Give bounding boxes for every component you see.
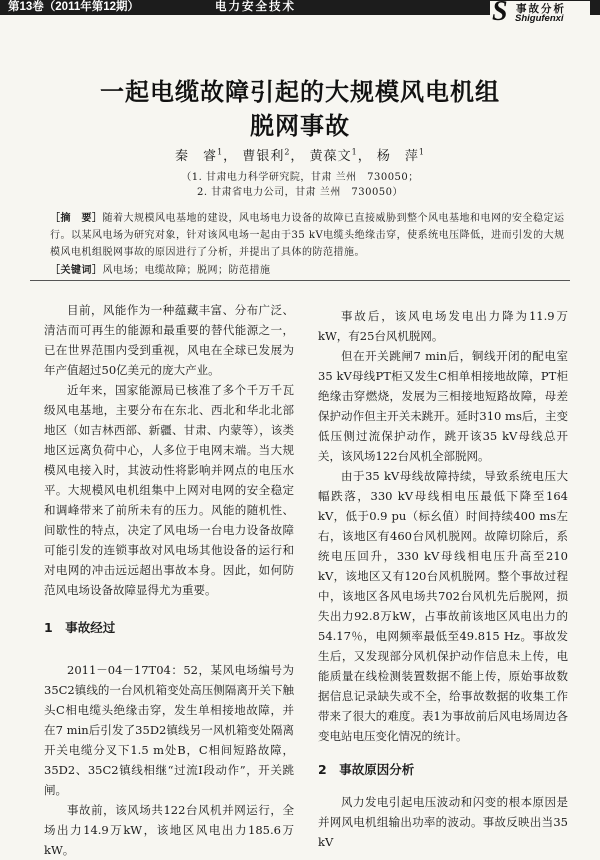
article-title-line-1: 一起电缆故障引起的大规模风电机组 — [100, 78, 500, 106]
section-heading-2: 2 事故原因分析 — [318, 762, 415, 777]
author-affiliation-mark: 1 — [351, 147, 358, 157]
body-paragraph: 事故前，该风场共122台风机并网运行，全场出力14.9万kW，该地区风电出力185.6万kW。 — [44, 803, 294, 857]
body-paragraph: 2011－04－17T04：52，某风电场编号为35C2镇线的一台风机箱变处高压侧隔离开关下触头C相电缆头绝缘击穿，发生单相接地故障，并在7 min后引发了35D2镇线另一风机箱变处隔离开关电缆分叉下1.5 m处B，C相间短路故障，35D2、35C2镇线相继“过流Ⅰ段动作”，开关跳闸。 — [44, 663, 294, 797]
volume-issue: 第13卷（2011年第12期） — [8, 1, 140, 13]
body-paragraph: 风力发电引起电压波动和闪变的根本原因是并网风电机组输出功率的波动。事故反映出当35 kV — [318, 795, 568, 849]
section-name-cn: 事故分析 — [516, 3, 566, 15]
left-column — [44, 300, 294, 860]
author-affiliation-mark: 1 — [418, 147, 425, 157]
abstract-text: 随着大规模风电基地的建设，风电场电力设备的故障已直接威胁到整个风电基地和电网的安全稳定运行。以某风电场为研究对象，针对该风电场一起由于35 kV电缆头绝缘击穿，使系统电压降低，进而引发的大规模风电机组脱网事故的原因进行了分析，并提出了具体的防范措施。 — [50, 213, 565, 258]
article-title-line-2: 脱网事故 — [250, 112, 350, 140]
author-separator: ， — [223, 149, 238, 164]
keywords — [50, 261, 570, 276]
section-logo — [490, 1, 590, 26]
author-name: 秦 睿 — [175, 149, 218, 164]
abstract-label: ［摘 要］ — [50, 213, 103, 224]
author-separator: ， — [290, 149, 305, 164]
body-paragraph: 目前，风能作为一种蕴藏丰富、分布广泛、清洁而可再生的能源和最重要的替代能源之一，已在世界范围内受到重视，风电在全球已发展为年产值超过50亿美元的庞大产业。 — [44, 303, 294, 377]
body-paragraph: 但在开关跳闸7 min后，铜线开闭的配电室35 kV母线PT柜又发生C相单相接地故障，PT柜绝缘击穿燃烧，发展为三相接地短路故障，母差保护动作但主开关未跳开。延时310 ms后，主变低压侧过流保护动作，跳开该35 kV母线总开关，该风场122台风机全部脱网。 — [318, 349, 568, 463]
author-name: 黄葆文 — [309, 149, 352, 164]
author-affiliation-mark: 2 — [284, 147, 291, 157]
abstract — [50, 210, 570, 261]
affiliation-2: 2. 甘肃省电力公司，甘肃 兰州 730050） — [196, 187, 404, 198]
author-name: 曹银利 — [242, 149, 285, 164]
section-logo-initial: S — [492, 0, 508, 27]
abstract-divider — [30, 280, 570, 281]
keywords-text: 风电场；电缆故障；脱网；防范措施 — [102, 265, 271, 276]
section-heading-1: 1 事故经过 — [44, 620, 116, 635]
body-paragraph: 近年来，国家能源局已核准了多个千万千瓦级风电基地，主要分布在东北、西北和华北北部地区（如吉林西部、新疆、甘肃、内蒙等），该类地区远离负荷中心，人多位于电网末端。当大规模风电接入时，其波动性将影响并网点的电压水平。大规模风电机组集中上网对电网的安全稳定和调峰带来了前所未有的压力。风能的随机性、间歇性的特点，决定了风电场一台电力设备故障可能引发的连锁事故对风电场其他设备的运行和对电网的冲击远远超出事故本身。因此，如何防范风电场设备故障显得尤为重要。 — [44, 383, 294, 597]
body-paragraph: 由于35 kV母线故障持续，导致系统电压大幅跌落，330 kV母线相电压最低下降至164 kV，低于0.9 pu（标幺值）时间持续400 ms左右，该地区有460台风机脱网。故障切除后，系统电压回升，330 kV母线相电压升高至210 kV，该地区又有120台风机脱网。整个事故过程中，该地区各风电场共702台风机先后脱网，损失出力92.8万kW，占事故前该地区风电出力的54.17％，电网频率最低至49.815 Hz。事故发生后，又发现部分风机保护动作信息未上传，电能质量在线检测装置数据不能上传，原始事故数据信息记录缺失或不全，给事故数据的收集工作带来了很大的难度。表1为事故前后风电场周边各变电站电压变化情况的统计。 — [318, 469, 568, 743]
affiliation-1: （1. 甘肃电力科学研究院，甘肃 兰州 730050； — [181, 172, 419, 183]
section-name-en: Shigufenxi — [515, 13, 564, 24]
body-paragraph: 事故后，该风电场发电出力降为11.9万kW，有25台风机脱网。 — [318, 309, 568, 343]
journal-name: 电力安全技术 — [215, 1, 296, 13]
running-header — [0, 0, 600, 26]
author-affiliation-mark: 1 — [217, 147, 224, 157]
author-list — [0, 145, 600, 164]
right-column — [318, 306, 568, 852]
author-separator: ， — [357, 149, 372, 164]
keywords-label: ［关键词］ — [50, 265, 103, 276]
author-name: 杨 萍 — [376, 149, 419, 164]
